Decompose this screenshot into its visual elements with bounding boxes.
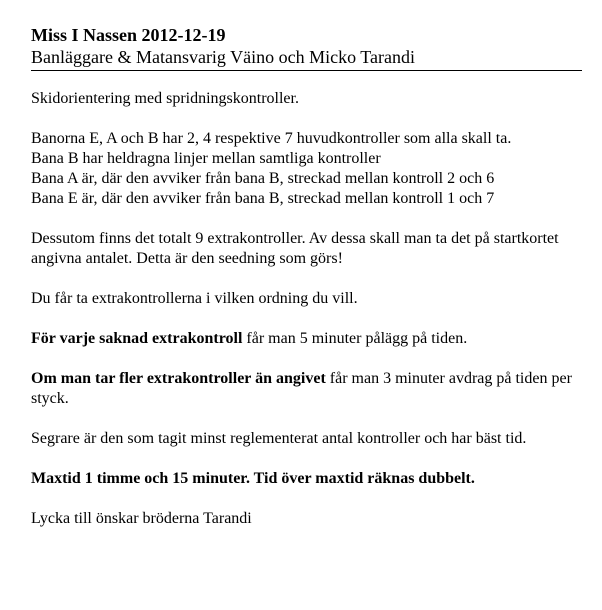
closing-paragraph [31,509,591,529]
maxtime-paragraph [31,469,591,489]
courses-line-4: Bana E är, där den avviker från bana B, streckad mellan kontroll 1 och 7 [31,190,495,207]
courses-line-2: Bana B har heldragna linjer mellan samtliga kontroller [31,150,381,167]
winner-paragraph [31,429,591,449]
document-header [31,24,582,68]
penalty-line [31,329,591,349]
maxtime-text: Maxtid 1 timme och 15 minuter. Tid över maxtid räknas dubbelt. [31,470,475,487]
winner-text: Segrare är den som tagit minst reglementerat antal kontroller och har bäst tid. [31,430,527,447]
bonus-rest: får man 3 minuter avdrag på tiden per styck. [31,370,572,407]
penalty-rest: får man 5 minuter pålägg på tiden. [242,330,468,347]
bonus-line [31,369,581,409]
order-paragraph [31,289,591,309]
intro-paragraph [31,89,591,109]
courses-paragraph [31,129,591,209]
extra-controls-paragraph [31,229,591,269]
document-body [31,89,591,529]
organizers-line: Banläggare & Matansvarig Väino och Micko Tarandi [31,47,415,67]
penalty-bold: För varje saknad extrakontroll [31,330,243,347]
penalty-paragraph [31,329,591,349]
bonus-bold: Om man tar fler extrakontroller än angivet [31,370,326,387]
header-divider [31,70,582,71]
courses-line-3: Bana A är, där den avviker från bana B, streckad mellan kontroll 2 och 6 [31,170,495,187]
courses-line-1: Banorna E, A och B har 2, 4 respektive 7 huvudkontroller som alla skall ta. [31,130,512,147]
event-title: Miss I Nassen 2012-12-19 [31,25,226,45]
bonus-paragraph [31,369,591,409]
closing-text: Lycka till önskar bröderna Tarandi [31,510,252,527]
order-text: Du får ta extrakontrollerna i vilken ordning du vill. [31,290,358,307]
extra-controls-text: Dessutom finns det totalt 9 extrakontroller. Av dessa skall man ta det på startkortet angivna antalet. Detta är den seedning som görs! [31,230,559,267]
intro-text: Skidorientering med spridningskontroller. [31,90,299,107]
